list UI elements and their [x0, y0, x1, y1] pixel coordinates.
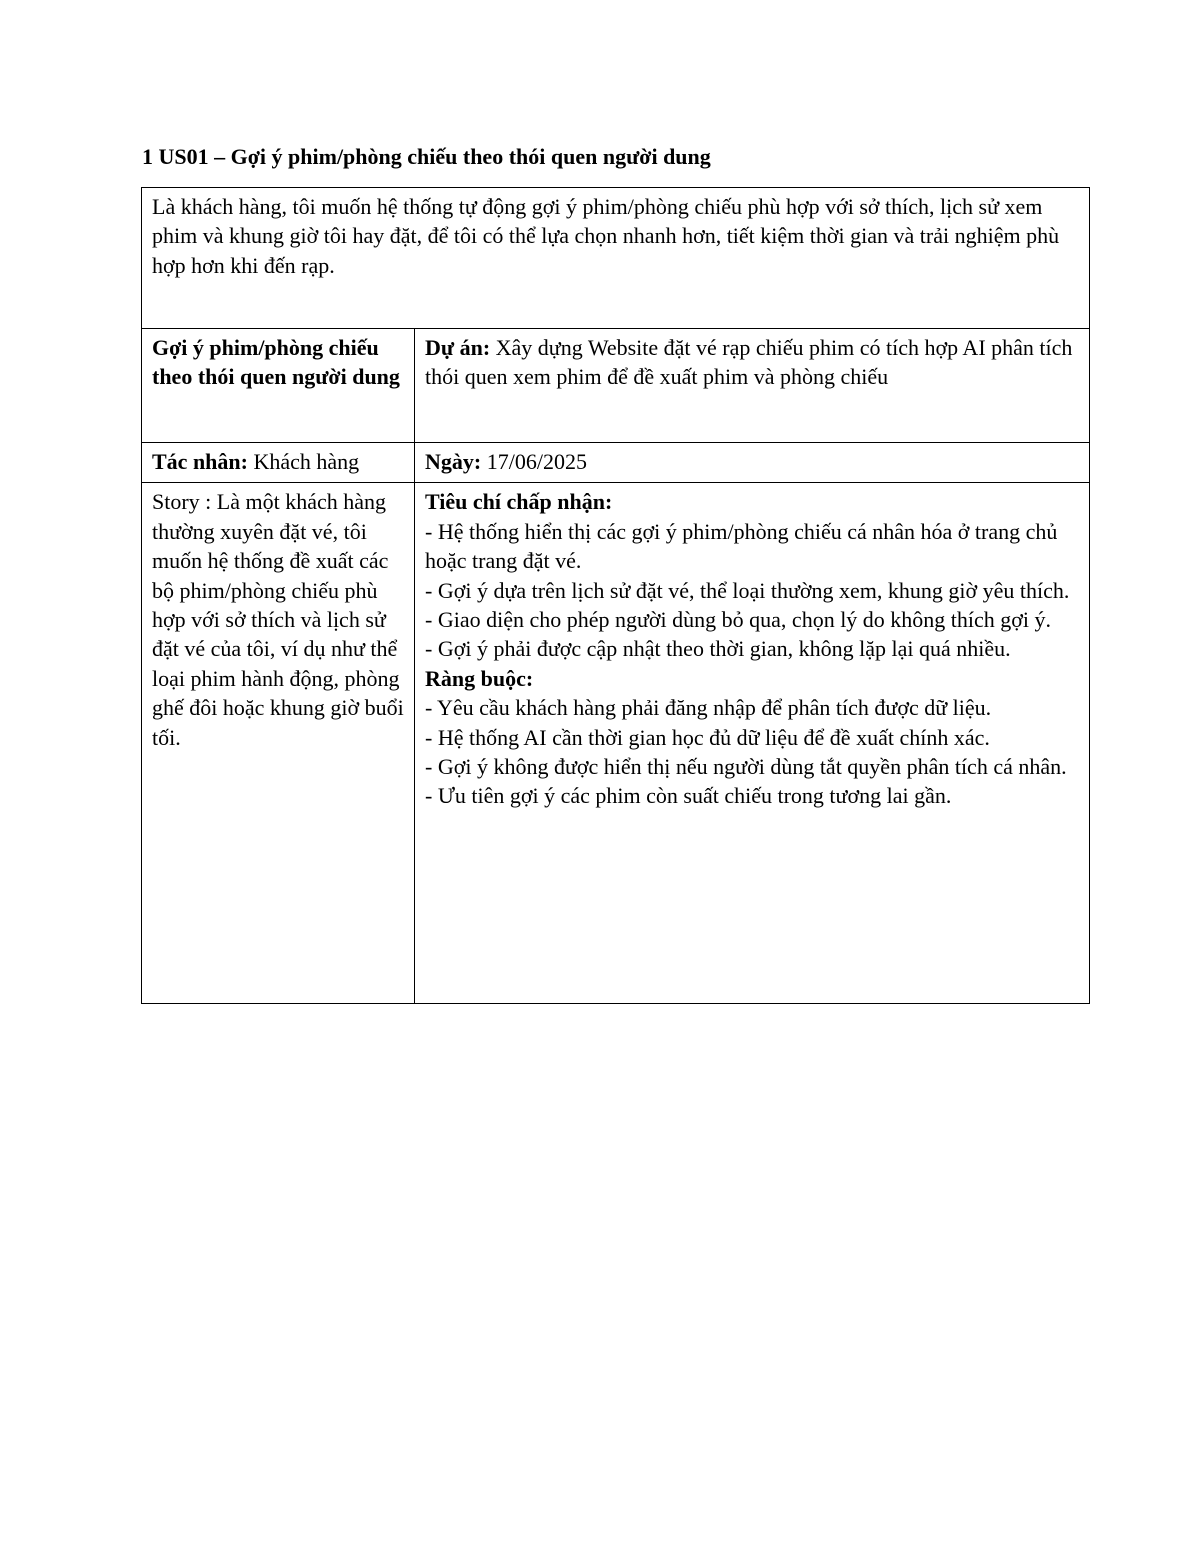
statement-cell	[142, 188, 1090, 329]
actor-label: Tác nhân:	[152, 449, 248, 474]
story-cell	[142, 483, 415, 1004]
acceptance-item: - Hệ thống hiển thị các gợi ý phim/phòng chiếu cá nhân hóa ở trang chủ hoặc trang đặt vé.	[425, 518, 1058, 574]
actor-date-row	[142, 443, 1090, 483]
user-story-table	[141, 187, 1090, 1004]
story-row	[142, 483, 1090, 1004]
acceptance-item: - Gợi ý dựa trên lịch sử đặt vé, thể loại thường xem, khung giờ yêu thích.	[425, 577, 1070, 603]
constraints-heading: Ràng buộc:	[425, 665, 534, 691]
date-cell	[415, 443, 1090, 483]
project-value: Xây dựng Website đặt vé rạp chiếu phim có tích hợp AI phân tích thói quen xem phim để đề xuất phim và phòng chiếu	[425, 335, 1073, 390]
statement-row	[142, 188, 1090, 329]
constraint-item: - Ưu tiên gợi ý các phim còn suất chiếu trong tương lai gần.	[425, 783, 952, 809]
date-value: 17/06/2025	[481, 449, 587, 474]
constraint-item: - Hệ thống AI cần thời gian học đủ dữ liệu để đề xuất chính xác.	[425, 724, 990, 750]
acceptance-item: - Gợi ý phải được cập nhật theo thời gian, không lặp lại quá nhiều.	[425, 636, 1011, 662]
project-label: Dự án:	[425, 335, 491, 360]
story-text: Story : Là một khách hàng thường xuyên đặt vé, tôi muốn hệ thống đề xuất các bộ phim/phòng chiếu phù hợp với sở thích và lịch sử đặt vé của tôi, ví dụ như thể loại phim hành động, phòng ghế đôi hoặc khung giờ buổi tối.	[152, 489, 404, 750]
story-title-cell	[142, 329, 415, 443]
constraint-item: - Yêu cầu khách hàng phải đăng nhập để phân tích được dữ liệu.	[425, 695, 992, 721]
acceptance-item: - Giao diện cho phép người dùng bỏ qua, chọn lý do không thích gợi ý.	[425, 607, 1052, 633]
story-title: Gợi ý phim/phòng chiếu theo thói quen người dung	[152, 335, 400, 390]
criteria-cell	[415, 483, 1090, 1004]
section-heading: 1 US01 – Gợi ý phim/phòng chiếu theo thói quen người dung	[142, 144, 711, 169]
actor-value: Khách hàng	[247, 449, 360, 474]
acceptance-heading: Tiêu chí chấp nhận:	[425, 489, 613, 515]
project-cell	[415, 329, 1090, 443]
constraint-item: - Gợi ý không được hiển thị nếu người dùng tắt quyền phân tích cá nhân.	[425, 754, 1067, 780]
title-row	[142, 329, 1090, 443]
actor-cell	[142, 443, 415, 483]
statement-text: Là khách hàng, tôi muốn hệ thống tự động gợi ý phim/phòng chiếu phù hợp với sở thích, lịch sử xem phim và khung giờ tôi hay đặt, để tôi có thể lựa chọn nhanh hơn, tiết kiệm thời gian và trải nghiệm phù hợp hơn khi đến rạp.	[152, 194, 1060, 278]
date-label: Ngày:	[425, 449, 482, 474]
